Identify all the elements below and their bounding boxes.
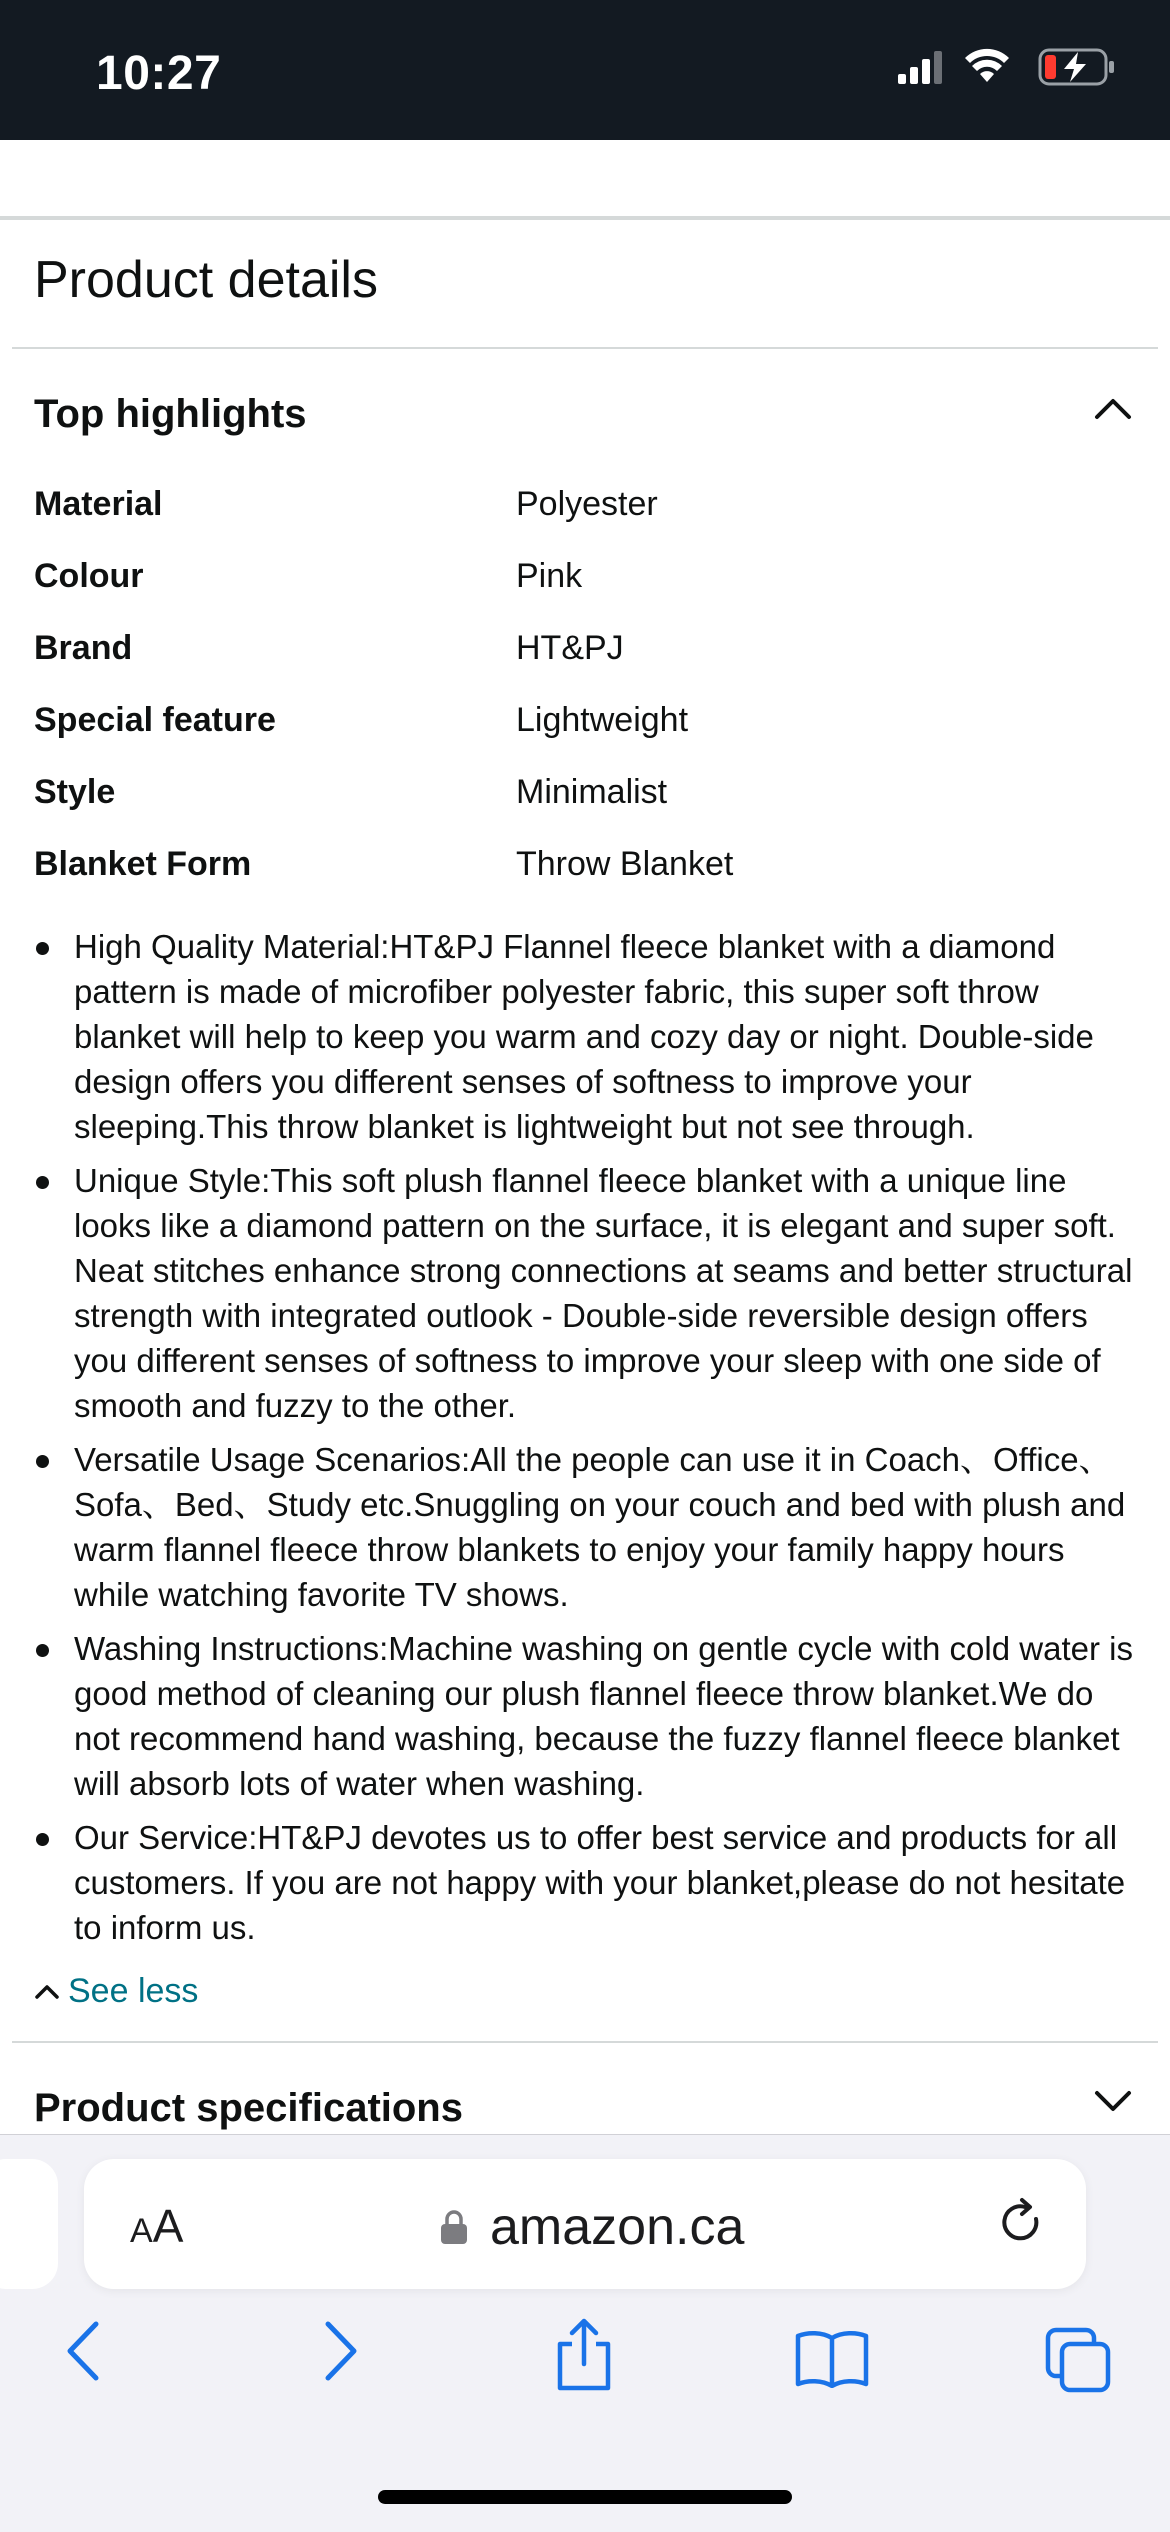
reload-icon[interactable] xyxy=(998,2197,1046,2249)
chevron-up-small-icon xyxy=(34,1982,60,2000)
spec-value: Polyester xyxy=(516,485,658,523)
share-icon[interactable] xyxy=(552,2318,616,2392)
feature-bullet: Washing Instructions:Machine washing on gentle cycle with cold water is good method of cleaning our plush flannel fleece throw blanket.We do not recommend hand washing, because the fuzzy flannel fleece blanket will absorb lots of water when washing. xyxy=(34,1626,1140,1806)
feature-bullet: Versatile Usage Scenarios:All the people can use it in Coach、Office、Sofa、Bed、Study etc.Snuggling on your couch and bed with plush and warm flannel fleece throw blankets to enjoy your family happy hours while watching favorite TV shows. xyxy=(34,1437,1140,1617)
status-bar xyxy=(0,0,1170,140)
spec-value: HT&PJ xyxy=(516,629,624,667)
page-top-divider xyxy=(0,216,1170,220)
spec-value: Minimalist xyxy=(516,773,668,811)
see-less-link[interactable] xyxy=(34,1968,198,2014)
address-bar[interactable] xyxy=(84,2159,1086,2289)
back-icon[interactable] xyxy=(64,2320,104,2382)
text-size-button[interactable] xyxy=(130,2199,183,2253)
feature-bullet-list xyxy=(34,924,1140,1959)
section-divider xyxy=(12,2041,1158,2043)
feature-bullet: High Quality Material:HT&PJ Flannel fleece blanket with a diamond pattern is made of microfiber polyester fabric, this super soft throw blanket will help to keep you warm and cozy day or night. Double-side design offers you different senses of softness to improve your sleeping.This throw blanket is lightweight but not see through. xyxy=(34,924,1140,1149)
spec-value: Pink xyxy=(516,557,583,595)
text-size-small-a: A xyxy=(130,2212,153,2250)
spec-row-material xyxy=(34,485,1134,541)
spec-key: Blanket Form xyxy=(34,845,252,883)
spec-key: Brand xyxy=(34,629,133,667)
spec-key: Material xyxy=(34,485,163,523)
spec-key: Colour xyxy=(34,557,144,595)
spec-key: Special feature xyxy=(34,701,276,739)
section-divider xyxy=(12,347,1158,349)
lock-icon xyxy=(440,2209,468,2245)
spec-value: Lightweight xyxy=(516,701,689,739)
product-details-title: Product details xyxy=(34,251,378,309)
forward-icon[interactable] xyxy=(320,2320,360,2382)
spec-row-style xyxy=(34,773,1134,829)
url-text[interactable]: amazon.ca xyxy=(490,2198,745,2256)
status-time: 10:27 xyxy=(96,47,222,100)
chevron-down-icon[interactable] xyxy=(1094,2090,1132,2114)
feature-bullet: Unique Style:This soft plush flannel fleece blanket with a unique line looks like a diamond pattern on the surface, it is elegant and super soft. Neat stitches enhance strong connections at seams and better structural strength with integrated outlook - Double-side reversible design offers you different senses of softness to improve your sleep with one side of smooth and fuzzy to the other. xyxy=(34,1158,1140,1428)
spec-key: Style xyxy=(34,773,116,811)
spec-row-special-feature xyxy=(34,701,1134,757)
text-size-large-a: A xyxy=(152,2200,184,2252)
spec-value: Throw Blanket xyxy=(516,845,734,883)
battery-charging-icon xyxy=(1038,47,1116,87)
previous-tab-preview[interactable] xyxy=(0,2159,58,2289)
home-indicator[interactable] xyxy=(378,2490,792,2504)
wifi-icon xyxy=(964,48,1010,84)
spec-row-brand xyxy=(34,629,1134,685)
cellular-signal-icon xyxy=(898,50,942,84)
see-less-label: See less xyxy=(68,1971,199,2010)
product-specifications-heading[interactable]: Product specifications xyxy=(34,2086,463,2130)
spec-row-blanket-form xyxy=(34,845,1134,901)
feature-bullet: Our Service:HT&PJ devotes us to offer best service and products for all customers. If you are not happy with your blanket,please do not hesitate to inform us. xyxy=(34,1815,1140,1950)
bookmarks-icon[interactable] xyxy=(794,2328,870,2388)
top-highlights-heading[interactable]: Top highlights xyxy=(34,392,307,436)
spec-row-colour xyxy=(34,557,1134,613)
chevron-up-icon[interactable] xyxy=(1094,396,1132,420)
tabs-icon[interactable] xyxy=(1044,2326,1114,2394)
